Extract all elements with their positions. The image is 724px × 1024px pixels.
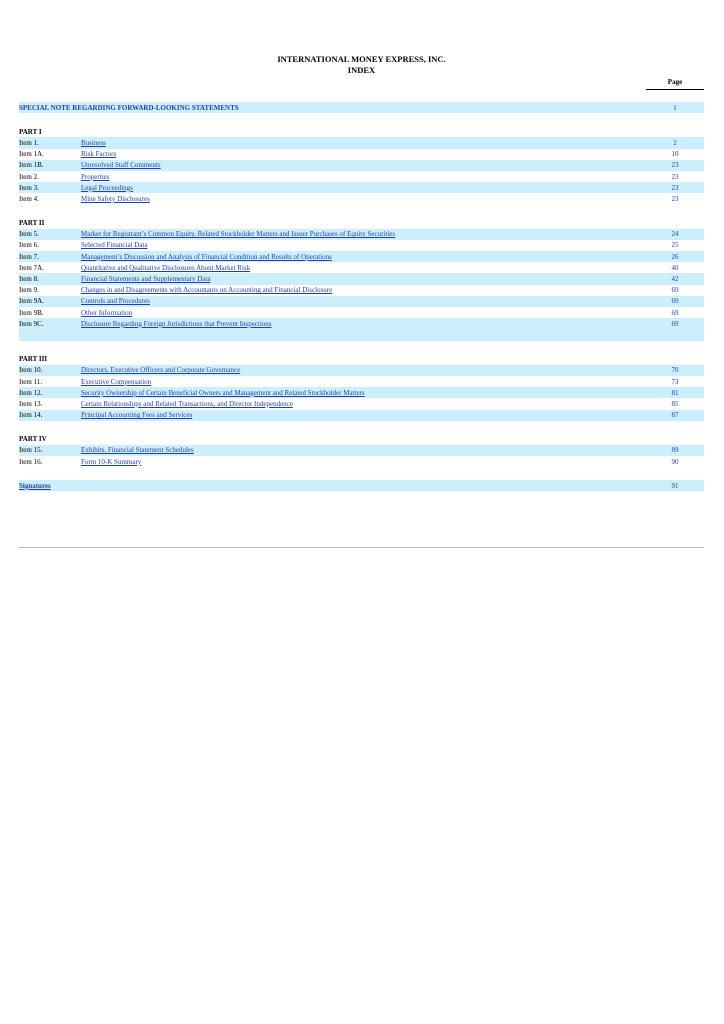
item-title-link[interactable]: Directors, Executive Officers and Corporate Governance bbox=[81, 366, 241, 375]
toc-row[interactable] bbox=[19, 171, 704, 182]
toc-row-special-note[interactable] bbox=[19, 102, 704, 113]
item-page-link[interactable]: 69 bbox=[671, 297, 679, 306]
item-page-link[interactable]: 85 bbox=[671, 399, 679, 408]
item-title-link[interactable]: Properties bbox=[81, 172, 110, 181]
item-title-link[interactable]: Controls and Procedures bbox=[81, 297, 150, 306]
item-number: Item 8. bbox=[19, 275, 39, 284]
item-page-link[interactable]: 73 bbox=[671, 377, 679, 386]
item-title-link[interactable]: Executive Compensation bbox=[81, 377, 152, 386]
toc-row[interactable] bbox=[19, 445, 704, 456]
item-number: Item 14. bbox=[19, 411, 43, 420]
item-title-link[interactable]: Selected Financial Data bbox=[81, 241, 148, 250]
item-number: Item 7. bbox=[19, 252, 39, 261]
special-note-page[interactable]: 1 bbox=[673, 103, 677, 112]
toc-row[interactable] bbox=[19, 240, 704, 251]
item-number: Item 9. bbox=[19, 286, 39, 295]
toc-row[interactable] bbox=[19, 285, 704, 296]
item-page-link[interactable]: 10 bbox=[671, 150, 679, 159]
item-number: Item 9C. bbox=[19, 319, 44, 328]
item-page-link[interactable]: 70 bbox=[671, 366, 679, 375]
item-title-link[interactable]: Market for Registrant’s Common Equity, Related Stockholder Matters and Issuer Purchases of Equity Securities bbox=[81, 230, 396, 239]
item-title-link[interactable]: Quantitative and Qualitative Disclosures About Market Risk bbox=[81, 263, 251, 272]
toc-row[interactable] bbox=[19, 456, 704, 467]
toc-row-signatures[interactable] bbox=[19, 480, 704, 491]
spacer-row bbox=[19, 421, 704, 434]
item-number: Item 6. bbox=[19, 241, 39, 250]
item-number: Item 9A. bbox=[19, 297, 44, 306]
item-title-link[interactable]: Security Ownership of Certain Beneficial Owners and Management and Related Stockholder Matters bbox=[81, 388, 365, 397]
item-page-link[interactable]: 23 bbox=[671, 161, 679, 170]
item-number: Item 2. bbox=[19, 172, 39, 181]
toc-row[interactable] bbox=[19, 307, 704, 318]
item-title-link[interactable]: Business bbox=[81, 138, 106, 147]
part-heading: PART II bbox=[19, 219, 45, 228]
item-page-link[interactable]: 87 bbox=[671, 411, 679, 420]
footer-divider bbox=[19, 547, 704, 548]
item-number: Item 15. bbox=[19, 446, 43, 455]
item-number: Item 1. bbox=[19, 138, 39, 147]
item-number: Item 5. bbox=[19, 230, 39, 239]
index-title: INDEX bbox=[347, 65, 376, 75]
page-column-header: Page bbox=[646, 78, 704, 90]
item-title-link[interactable]: Management’s Discussion and Analysis of Financial Condition and Results of Operations bbox=[81, 252, 332, 261]
item-page-link[interactable]: 90 bbox=[671, 457, 679, 466]
toc-row[interactable] bbox=[19, 193, 704, 204]
item-number: Item 1B. bbox=[19, 161, 44, 170]
item-page-link[interactable]: 69 bbox=[671, 286, 679, 295]
toc-row[interactable] bbox=[19, 149, 704, 160]
toc-row[interactable] bbox=[19, 398, 704, 409]
company-title: INTERNATIONAL MONEY EXPRESS, INC. bbox=[277, 54, 446, 64]
part-heading: PART IV bbox=[19, 435, 47, 444]
signatures-page[interactable]: 91 bbox=[671, 481, 679, 490]
signatures-link[interactable]: Signatures bbox=[19, 481, 51, 490]
toc-row[interactable] bbox=[19, 262, 704, 273]
part-heading-row bbox=[19, 434, 704, 445]
toc-row[interactable] bbox=[19, 229, 704, 240]
item-title-link[interactable]: Other Information bbox=[81, 308, 133, 317]
item-page-link[interactable]: 25 bbox=[671, 241, 679, 250]
toc-row[interactable] bbox=[19, 182, 704, 193]
item-page-link[interactable]: 69 bbox=[671, 308, 679, 317]
shaded-empty-row bbox=[19, 329, 704, 340]
item-title-link[interactable]: Certain Relationships and Related Transactions, and Director Independence bbox=[81, 399, 293, 408]
item-number: Item 12. bbox=[19, 388, 43, 397]
part-heading: PART III bbox=[19, 355, 48, 364]
item-number: Item 4. bbox=[19, 194, 39, 203]
item-number: Item 11. bbox=[19, 377, 43, 386]
toc-row[interactable] bbox=[19, 137, 704, 148]
item-number: Item 13. bbox=[19, 399, 43, 408]
item-number: Item 16. bbox=[19, 457, 43, 466]
item-page-link[interactable]: 2 bbox=[673, 138, 677, 147]
item-number: Item 9B. bbox=[19, 308, 44, 317]
item-page-link[interactable]: 23 bbox=[671, 183, 679, 192]
item-title-link[interactable]: Form 10-K Summary bbox=[81, 457, 142, 466]
toc-row[interactable] bbox=[19, 318, 704, 329]
item-title-link[interactable]: Changes in and Disagreements with Accountants on Accounting and Financial Disclosure bbox=[81, 286, 333, 295]
item-number: Item 10. bbox=[19, 366, 43, 375]
item-title-link[interactable]: Exhibits, Financial Statement Schedules bbox=[81, 446, 194, 455]
item-number: Item 7A. bbox=[19, 263, 44, 272]
item-title-link[interactable]: Unresolved Staff Comments bbox=[81, 161, 161, 170]
item-number: Item 3. bbox=[19, 183, 39, 192]
item-page-link[interactable]: 81 bbox=[671, 388, 679, 397]
toc-row[interactable] bbox=[19, 365, 704, 376]
spacer-row bbox=[19, 113, 704, 126]
spacer-row bbox=[19, 341, 704, 354]
toc-row[interactable] bbox=[19, 410, 704, 421]
item-page-link[interactable]: 26 bbox=[671, 252, 679, 261]
special-note-link[interactable]: SPECIAL NOTE REGARDING FORWARD-LOOKING STATEMENTS bbox=[19, 103, 239, 112]
toc-row[interactable] bbox=[19, 273, 704, 284]
item-title-link[interactable]: Disclosure Regarding Foreign Jurisdictions that Prevent Inspections bbox=[81, 319, 272, 328]
item-page-link[interactable]: 23 bbox=[671, 194, 679, 203]
toc-row[interactable] bbox=[19, 160, 704, 171]
part-heading-row bbox=[19, 218, 704, 229]
toc-row[interactable] bbox=[19, 251, 704, 262]
item-page-link[interactable]: 23 bbox=[671, 172, 679, 181]
item-page-link[interactable]: 69 bbox=[671, 319, 679, 328]
spacer-row bbox=[19, 467, 704, 480]
toc-row[interactable] bbox=[19, 387, 704, 398]
item-title-link[interactable]: Mine Safety Disclosures bbox=[81, 194, 150, 203]
toc-row[interactable] bbox=[19, 376, 704, 387]
item-title-link[interactable]: Risk Factors bbox=[81, 150, 117, 159]
item-title-link[interactable]: Financial Statements and Supplementary Data bbox=[81, 275, 211, 284]
item-number: Item 1A. bbox=[19, 150, 44, 159]
item-page-link[interactable]: 40 bbox=[671, 263, 679, 272]
toc-row[interactable] bbox=[19, 296, 704, 307]
part-heading-row bbox=[19, 126, 704, 137]
item-title-link[interactable]: Legal Proceedings bbox=[81, 183, 133, 192]
table-of-contents bbox=[19, 102, 704, 491]
item-title-link[interactable]: Principal Accounting Fees and Services bbox=[81, 411, 193, 420]
item-page-link[interactable]: 24 bbox=[671, 230, 679, 239]
part-heading-row bbox=[19, 354, 704, 365]
item-page-link[interactable]: 42 bbox=[671, 275, 679, 284]
spacer-row bbox=[19, 205, 704, 218]
part-heading: PART I bbox=[19, 127, 42, 136]
item-page-link[interactable]: 89 bbox=[671, 446, 679, 455]
